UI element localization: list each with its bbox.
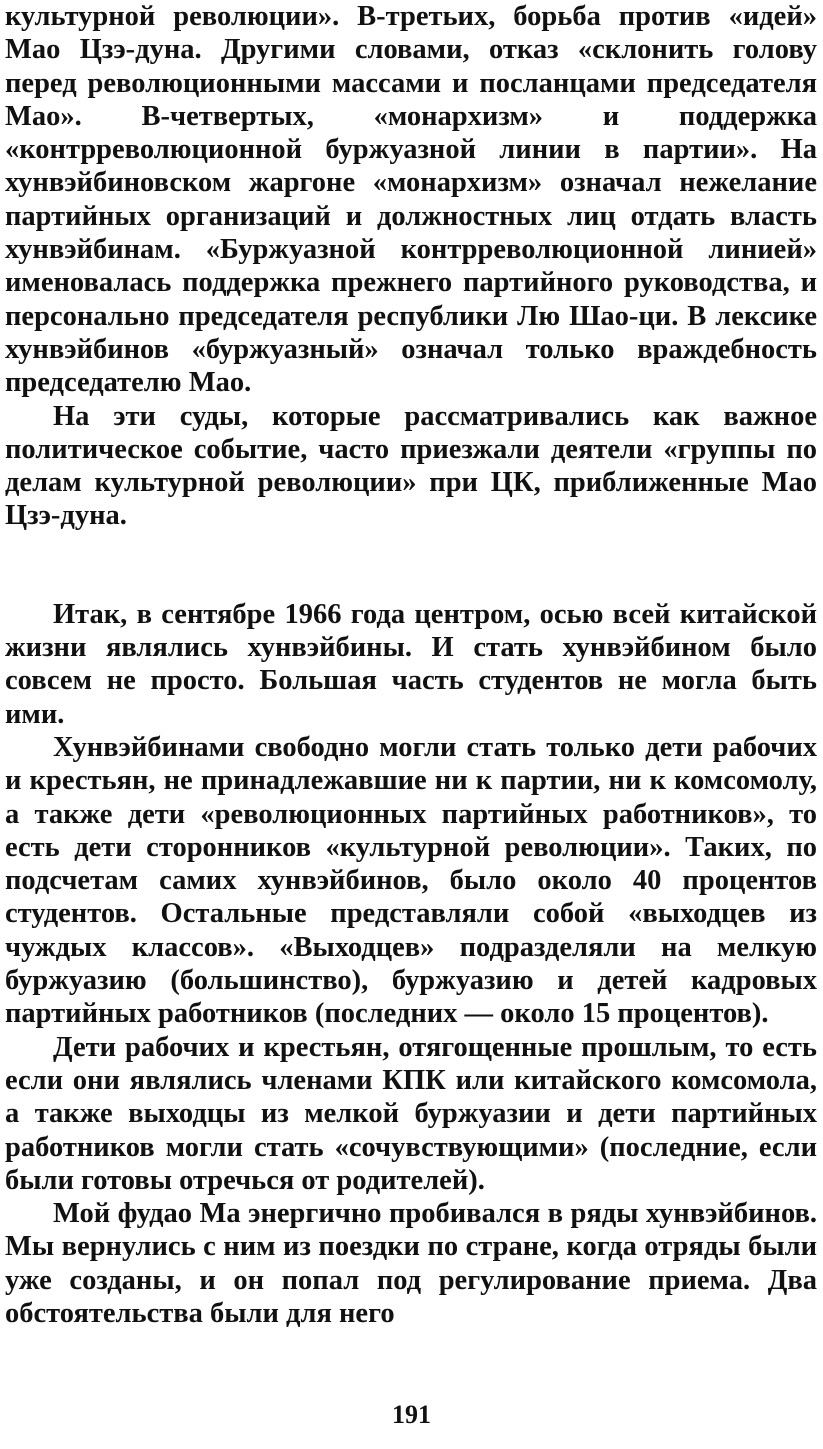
paragraph: На эти суды, которые рассматривались как важное политическое событие, часто приезжали деятели «группы по делам культурной революции» при ЦК, приближенные Мао Цзэ-дуна. (5, 400, 817, 532)
paragraph: Итак, в сентябре 1966 года центром, осью всей китайской жизни являлись хунвэйбины. И стать хунвэйбином было совсем не просто. Большая часть студентов не могла быть ими. (5, 598, 817, 730)
paragraph: Мой фудао Ма энергично пробивался в ряды хунвэйбинов. Мы вернулись с ним из поездки по стране, когда отряды были уже созданы, и он попал под регулирование приема. Два обстоятельства были для него (5, 1198, 817, 1329)
page-number: 191 (392, 1400, 431, 1429)
section-break (5, 533, 817, 598)
paragraph-continued: культурной революции». В-третьих, борьба против «идей» Мао Цзэ-дуна. Другими словами, отказ «склонить голову перед революционными массами и посланцами председателя Мао». В-четвертых, «монархизм» и поддержка «контрреволюционной буржуазной линии в партии». На хунвэйбиновском жаргоне «монархизм» означал нежелание партийных организаций и должностных лиц отдать власть хунвэйбинам. «Буржуазной контрреволюционной линией» именовалась поддержка прежнего партийного руководства, и персонально председателя республики Лю Шао-ци. В лексике хунвэйбинов «буржуазный» означал только враждебность председателю Мао. (5, 1, 817, 399)
paragraph: Дети рабочих и крестьян, отягощенные прошлым, то есть если они являлись членами КПК или китайского комсомола, а также выходцы из мелкой буржуазии и дети партийных работников могли стать «сочувствующими» (последние, если были готовы отречься от родителей). (5, 1031, 817, 1196)
paragraph: Хунвэйбинами свободно могли стать только дети рабочих и крестьян, не принадлежавшие ни к партии, ни к комсомолу, а также дети «революционных партийных работников», то есть дети сторонников «культурной революции». Таких, по подсчетам самих хунвэйбинов, было около 40 процентов студентов. Остальные представляли собой «выходцев из чуждых классов». «Выходцев» подразделяли на мелкую буржуазию (большинство), буржуазию и детей кадровых партийных работников (последних — около 15 процентов). (5, 731, 817, 1030)
